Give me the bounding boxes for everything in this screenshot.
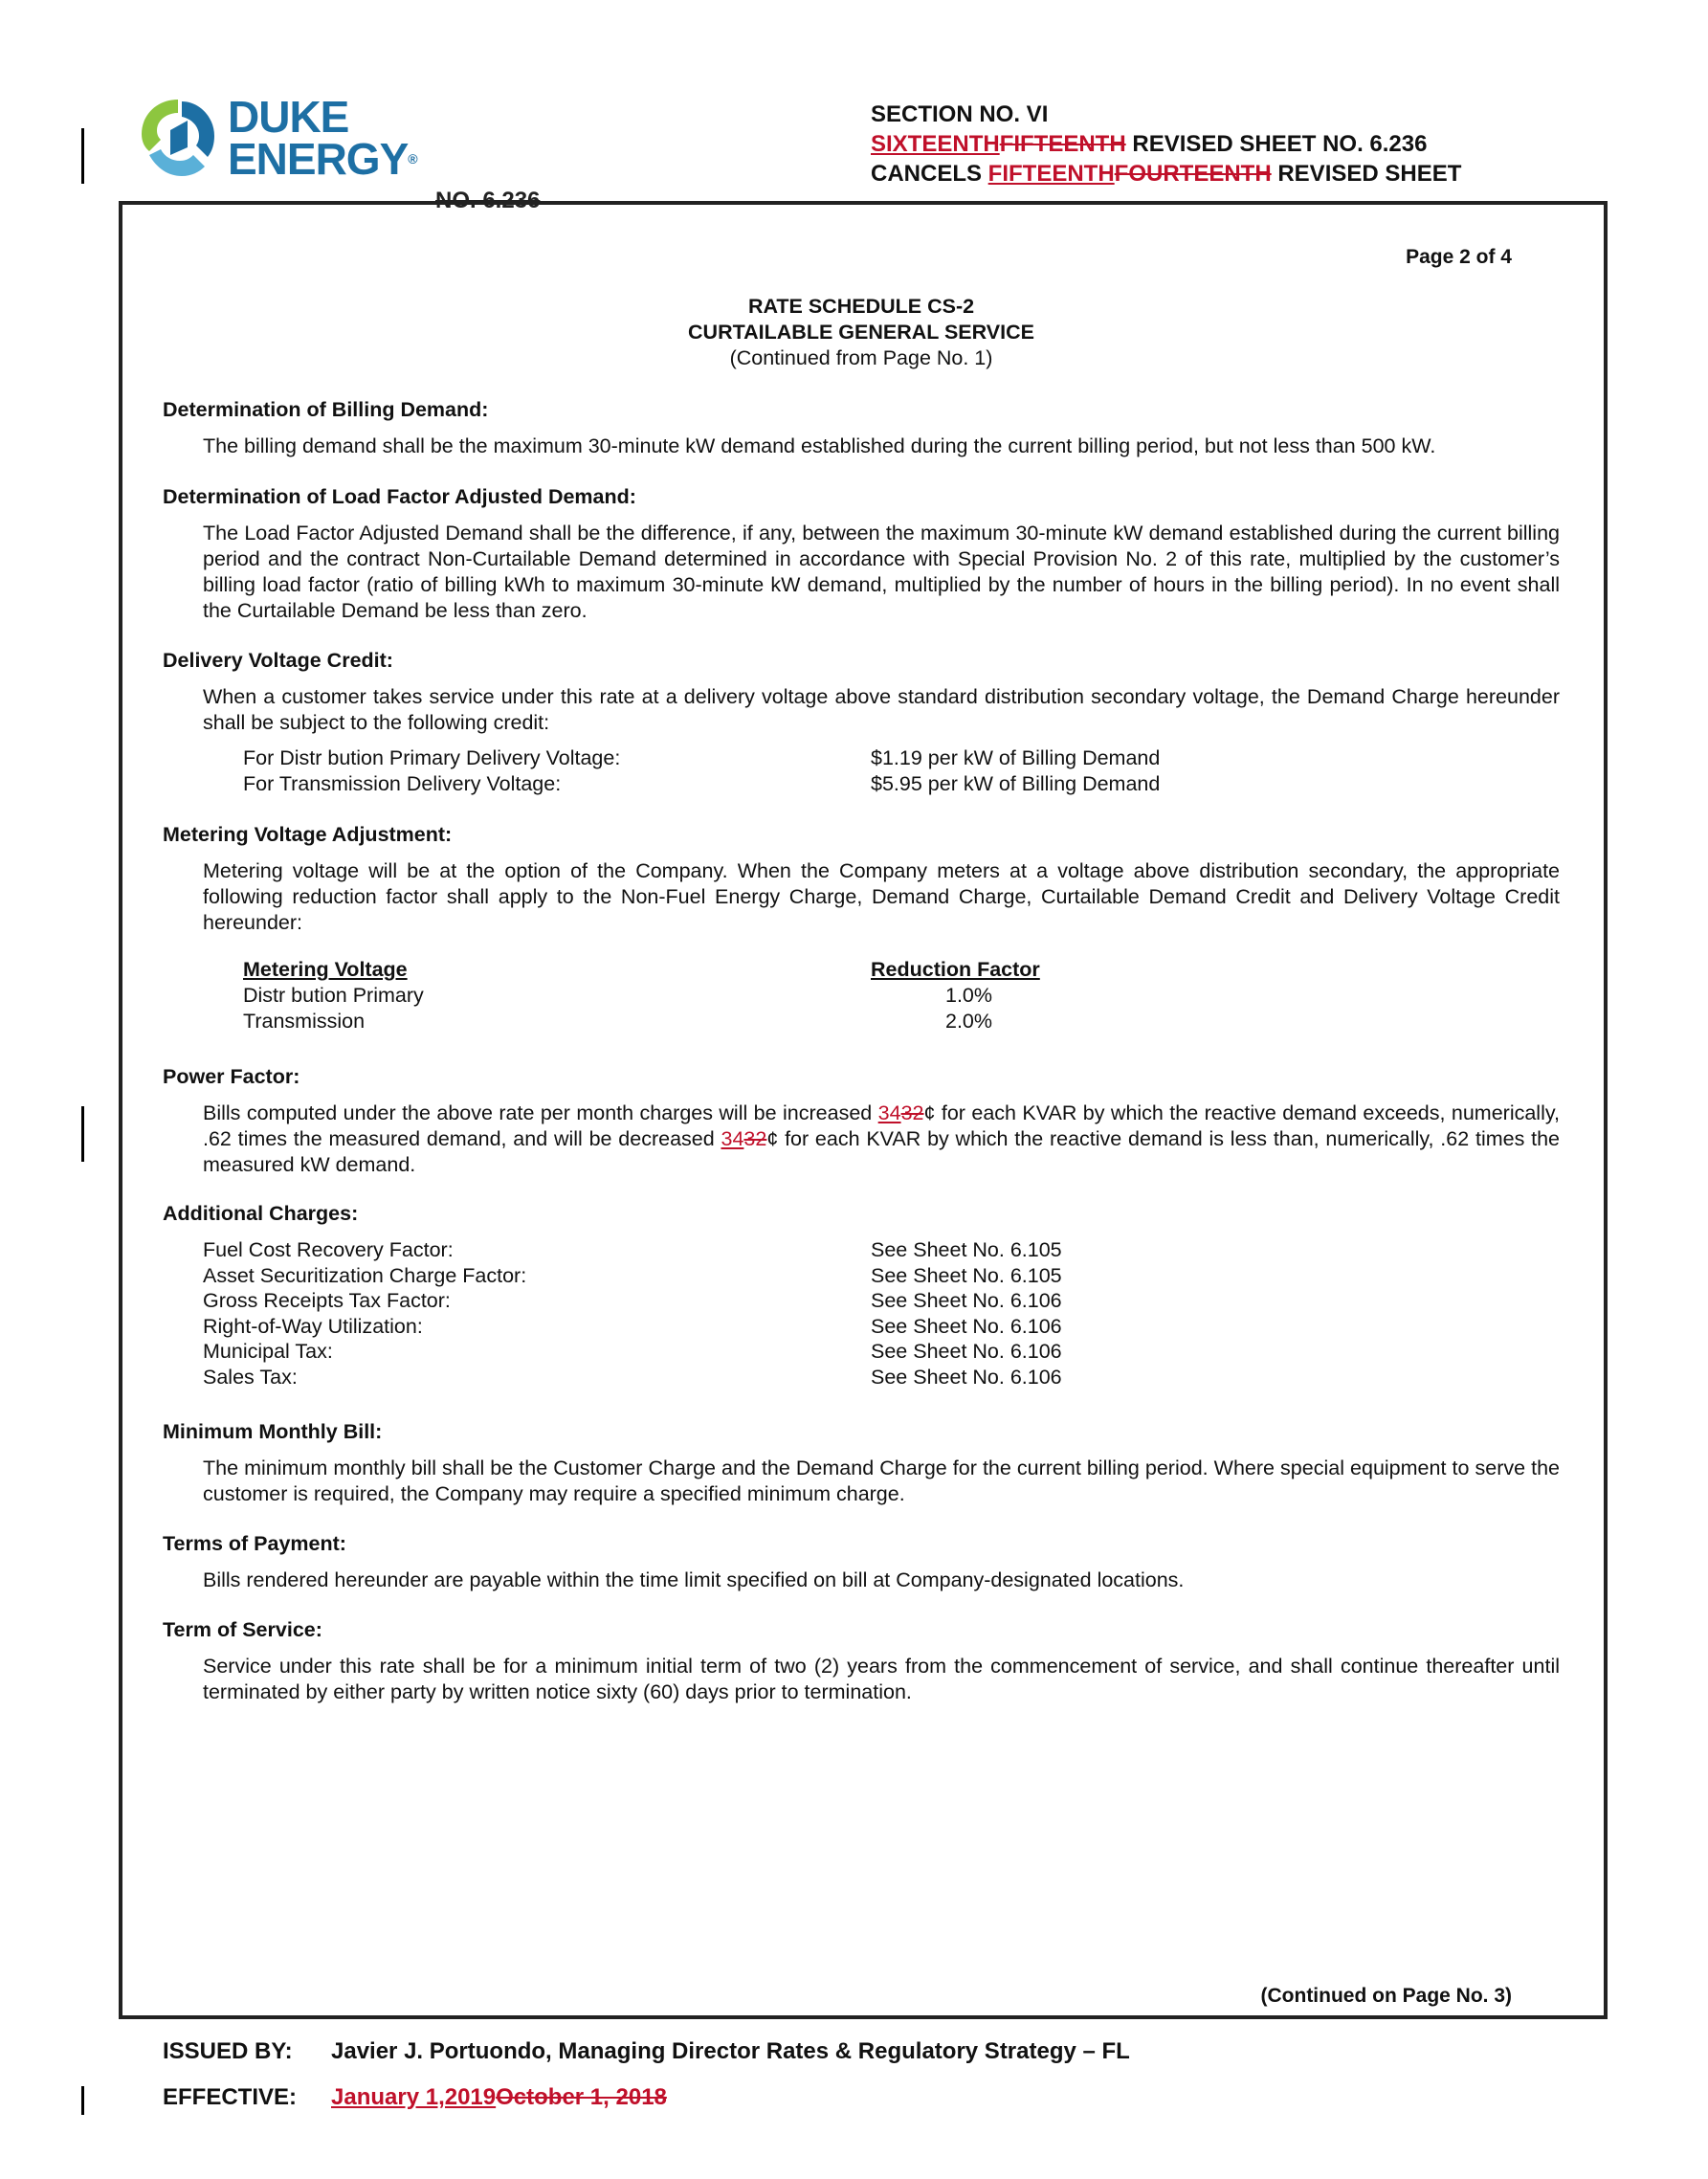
row-value: $1.19 per kW of Billing Demand — [871, 746, 1161, 769]
power-factor-section — [163, 1064, 1560, 1178]
section-text: The billing demand shall be the maximum 30-minute kW demand established during the current billing period, but not less than 500 kW. — [203, 434, 1436, 457]
column-header: Reduction Factor — [871, 958, 1040, 981]
row-value: See Sheet No. 6.106 — [871, 1289, 1062, 1312]
title-line: RATE SCHEDULE CS-2 — [747, 295, 975, 318]
deleted-text: 32 — [900, 1101, 924, 1124]
table-header — [163, 957, 1560, 983]
inserted-text: FIFTEENTH — [987, 161, 1115, 187]
row-value: See Sheet No. 6.106 — [871, 1314, 1062, 1338]
sheet-body — [0, 201, 1708, 2019]
row-value: See Sheet No. 6.105 — [871, 1238, 1062, 1261]
credit-row — [163, 745, 1560, 771]
section-heading: Term of Service: — [163, 1618, 322, 1641]
row-value: 1.0% — [945, 984, 993, 1007]
deleted-text: FOURTEENTH — [1114, 161, 1272, 187]
title-line: CURTAILABLE GENERAL SERVICE — [688, 321, 1034, 344]
section-text: Service under this rate shall be for a minimum initial term of two (2) years from the commencement of service, and shall continue thereafter until terminated by either party by written notice sixty (60) days prior to termination. — [203, 1655, 1560, 1703]
section-heading: Additional Charges: — [163, 1202, 359, 1225]
section-text: When a customer takes service under this rate at a delivery voltage above standard distribution secondary voltage, the Demand Charge hereunder shall be subject to the following credit: — [203, 685, 1560, 734]
revised-sheet-text: REVISED SHEET NO. 6.236 — [1125, 131, 1428, 157]
section-heading: Power Factor: — [163, 1065, 300, 1088]
row-label: Transmission — [243, 1010, 366, 1033]
delivery-voltage-section — [163, 648, 1560, 797]
continued-from: (Continued from Page No. 1) — [729, 346, 993, 369]
section-heading: Determination of Billing Demand: — [163, 398, 489, 421]
table-row — [163, 1009, 1560, 1034]
row-value: $5.95 per kW of Billing Demand — [871, 772, 1161, 795]
text-run: ¢ for each KVAR by which the reactive demand is less than, numerically, .62 times the measured kW demand. — [203, 1127, 1560, 1176]
logo-wordmark — [228, 92, 417, 184]
table-row — [163, 983, 1560, 1009]
text-run: Bills computed under the above rate per month charges will be increased — [203, 1101, 878, 1124]
change-bar — [81, 128, 84, 184]
row-label: Asset Securitization Charge Factor: — [203, 1263, 527, 1287]
logo-line-energy: ENERGY — [228, 134, 409, 184]
section-heading: Terms of Payment: — [163, 1532, 346, 1555]
row-label: Municipal Tax: — [203, 1340, 333, 1363]
table-row — [163, 1237, 1560, 1263]
credit-table — [163, 745, 1560, 797]
effective-label: EFFECTIVE: — [163, 2084, 298, 2110]
deleted-text: FIFTEENTH — [999, 131, 1126, 157]
row-value: See Sheet No. 6.106 — [871, 1365, 1062, 1389]
table-row — [163, 1365, 1560, 1390]
charges-table — [163, 1237, 1560, 1390]
inserted-text: SIXTEENTH — [871, 131, 1000, 157]
additional-charges-section — [163, 1201, 1560, 1390]
revised-sheet-text: REVISED SHEET — [1271, 161, 1462, 187]
sheet-header — [871, 100, 1461, 189]
inserted-text: January 1,2019 — [331, 2084, 497, 2110]
row-label: Right-of-Way Utilization: — [203, 1314, 423, 1338]
text-run: ¢ for each KVAR by which the reactive demand exceeds, numerically, .62 times the measured demand, and will be decreased — [203, 1101, 1560, 1150]
deleted-text: 32 — [743, 1127, 767, 1150]
minimum-bill-section — [163, 1419, 1560, 1507]
row-label: Gross Receipts Tax Factor: — [203, 1289, 451, 1312]
row-label: For Transmission Delivery Voltage: — [243, 772, 562, 795]
sheet-content — [163, 201, 1560, 2019]
reduction-factor-table — [163, 957, 1560, 1034]
section-text — [203, 1101, 1560, 1178]
section-text: Bills rendered hereunder are payable within the time limit specified on bill at Company-designated locations. — [203, 1568, 1185, 1591]
rate-schedule-title — [163, 294, 1560, 371]
continued-on-label: (Continued on Page No. 3) — [1260, 1985, 1512, 2007]
cancels-text: CANCELS — [871, 161, 988, 187]
page-label: Page 2 of 4 — [1406, 246, 1512, 268]
row-value: 2.0% — [945, 1010, 993, 1033]
registered-mark: ® — [408, 151, 417, 167]
row-label: Sales Tax: — [203, 1365, 298, 1389]
metering-voltage-section — [163, 822, 1560, 1034]
row-label: Fuel Cost Recovery Factor: — [203, 1238, 454, 1261]
load-factor-section — [163, 484, 1560, 624]
issued-by-line — [163, 2038, 1130, 2065]
term-service-section — [163, 1617, 1560, 1705]
row-value: See Sheet No. 6.105 — [871, 1263, 1062, 1287]
cancels-line — [871, 159, 1461, 189]
row-label: Distr bution Primary — [243, 984, 424, 1007]
row-label: For Distr bution Primary Delivery Voltage: — [243, 746, 621, 769]
credit-row — [163, 771, 1560, 797]
effective-line — [163, 2084, 667, 2111]
inserted-text: 34 — [721, 1127, 744, 1150]
inserted-text: 34 — [877, 1101, 901, 1124]
table-row — [163, 1314, 1560, 1340]
logo-line-duke: DUKE — [228, 92, 349, 142]
change-bar — [81, 2086, 84, 2115]
deleted-sheet-number: NO. 6.236 — [435, 188, 541, 213]
billing-demand-section — [163, 397, 1560, 459]
duke-energy-logo-mark-icon — [132, 92, 224, 184]
table-row — [163, 1263, 1560, 1289]
column-header: Metering Voltage — [243, 958, 408, 981]
section-text: The Load Factor Adjusted Demand shall be the difference, if any, between the maximum 30-minute kW demand established during the current billing period and the contract Non-Curtailable Demand determined in accordance with Special Provision No. 2 of this rate, multiplied by the customer’s billing load factor (ratio of billing kWh to maximum 30-minute kW demand, multiplied by the number of hours in the billing period). In no event shall the Curtailable Demand be less than zero. — [203, 522, 1560, 622]
section-number: SECTION NO. VI — [871, 101, 1049, 127]
issued-by-label: ISSUED BY: — [163, 2038, 293, 2064]
section-text: The minimum monthly bill shall be the Customer Charge and the Demand Charge for the current billing period. Where special equipment to serve the customer is required, the Company may require a specified minimum charge. — [203, 1456, 1560, 1505]
table-row — [163, 1288, 1560, 1314]
section-text: Metering voltage will be at the option of the Company. When the Company meters at a voltage above distribution secondary, the appropriate following reduction factor shall apply to the Non-Fuel Energy Charge, Demand Charge, Curtailable Demand Credit and Delivery Voltage Credit hereunder: — [203, 859, 1560, 934]
revised-sheet-line — [871, 129, 1461, 159]
section-heading: Metering Voltage Adjustment: — [163, 823, 453, 846]
section-heading: Determination of Load Factor Adjusted Demand: — [163, 485, 636, 508]
table-row — [163, 1339, 1560, 1365]
row-value: See Sheet No. 6.106 — [871, 1340, 1062, 1363]
duke-energy-logo — [132, 92, 419, 188]
terms-payment-section — [163, 1531, 1560, 1593]
section-heading: Minimum Monthly Bill: — [163, 1420, 383, 1443]
section-heading: Delivery Voltage Credit: — [163, 649, 393, 672]
issued-by-value: Javier J. Portuondo, Managing Director Rates & Regulatory Strategy – FL — [331, 2038, 1130, 2064]
deleted-text: October 1, 2018 — [496, 2084, 667, 2110]
